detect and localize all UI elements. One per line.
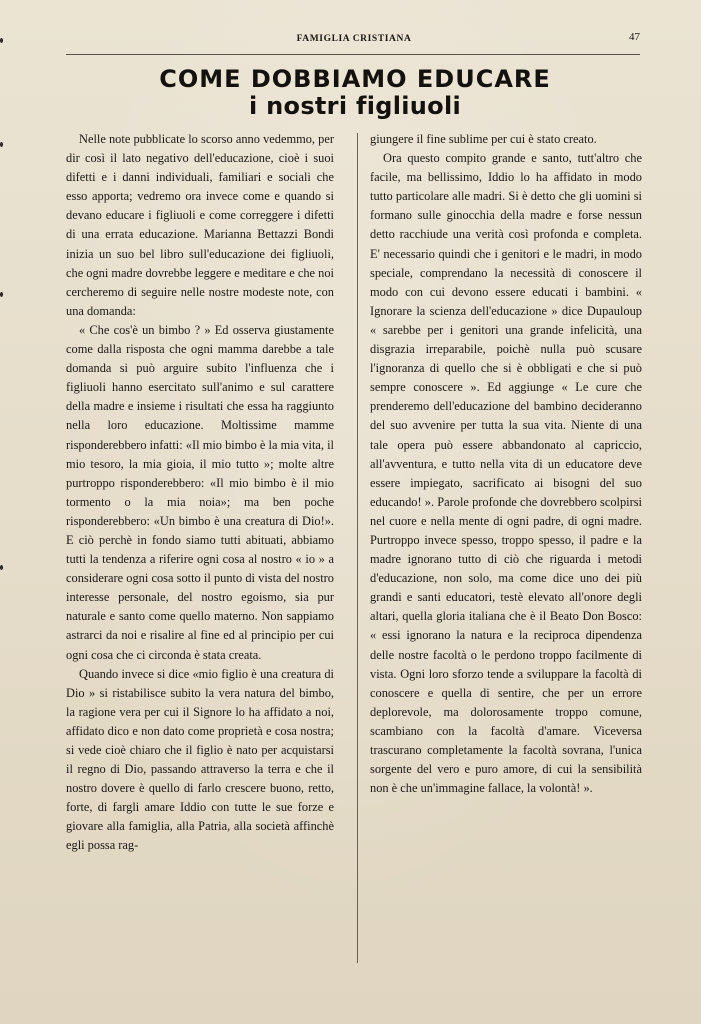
page-number: 47 <box>629 31 640 43</box>
article-title <box>60 66 650 120</box>
binding-hole-mark <box>0 565 3 570</box>
running-title: FAMIGLIA CRISTIANA <box>296 34 412 44</box>
column-divider <box>357 133 358 963</box>
paragraph: giungere il fine sublime per cui è stato creato. <box>370 132 597 146</box>
paragraph: « Che cos'è un bimbo ? » Ed osserva giustamente come dalla risposta che ogni mamma darebbe a tale domanda si può arguire subito l'influenza che i figliuoli hanno esercitato sull'animo e sul carattere della madre e insieme i risultati che essa ha raggiunto nella loro educazione. Moltissime mamme risponderebbero infatti: «Il mio bimbo è la mia vita, il mio tesoro, la mia gioia, il mio tutto »; molte altre purtroppo risponderebbero: «Il mio bimbo è il mio tormento o la mia noia»; ma ben poche risponderebbero: «Un bimbo è una creatura di Dio!». E ciò perchè in fondo siamo tutti abituati, abbiamo tutti la tendenza a riferire ogni cosa al nostro « io » a considerare ogni cosa sotto il punto di vista del nostro interesse personale, del nostro egoismo, sia pur naturale e santo come quello materno. Non sappiamo astrarci da noi e risalire al fine ed al principio per cui ogni cosa che ci circonda è stata creata. <box>66 322 334 662</box>
right-column <box>370 130 642 798</box>
paragraph: Nelle note pubblicate lo scorso anno vedemmo, per dir così il lato negativo dell'educazione, cioè i suoi difetti e i danni individuali, familiari e sociali che esso apporta; vedremo ora invece come e quando si devano educare i figliuoli e come correggere i difetti di una errata educazione. Marianna Bettazzi Bondi inizia un suo bel libro sull'educazione dei figliuoli, che ogni madre dovrebbe leggere e meditare e che noi cercheremo di seguire nelle nostre modeste note, con una domanda: <box>66 132 334 318</box>
binding-hole-mark <box>0 38 3 43</box>
left-column <box>66 130 334 856</box>
paragraph: Quando invece si dice «mio figlio è una creatura di Dio » si ristabilisce subito la vera natura del bimbo, la ragione vera per cui il Signore lo ha affidato a noi, affidato dico e non dato come proprietà e cosa nostra; si vede cioè chiaro che il figlio è nato per acquistarsi il regno di Dio, passando attraverso la terra e che il nostro dovere è quello di farlo crescere buono, retto, forte, di fargli amare Iddio con tutte le sue forze e giovare alla famiglia, alla Patria, alla società affinchè egli possa rag- <box>66 666 334 853</box>
binding-hole-mark <box>0 142 3 147</box>
paragraph: Ora questo compito grande e santo, tutt'altro che facile, ma bellissimo, Iddio lo ha affidato in modo tutto particolare alle madri. Si è detto che gli uomini si formano sulle ginocchia della madre e forse nessun detto racchiude una verità così profonda e completa. E' necessario quindi che i genitori e le madri, in modo speciale, comprendano la necessità di conoscere il modo con cui devono essere educati i bambini. « Ignorare la scienza dell'educazione » dice Dupauloup « sarebbe per i genitori una grande infelicità, una disgrazia irreparabile, poichè nulla può scusare l'ignoranza di quello che si è obbligati e che si può sempre conoscere ». Ed aggiunge « Le cure che prenderemo dell'educazione del bambino decideranno del suo avvenire per tutta la sua vita. Niente di una tale opera può essere abbandonato al capriccio, all'avventura, e tutto nella vita di un educatore deve essere impiegato, sacrificato ai bisogni del suo educando! ». Parole profonde che dovrebbero scolpirsi nel cuore e nella mente di ogni padre, di ogni madre. Purtroppo invece spesso, troppo spesso, il padre e la madre ignorano tutto di ciò che riguarda i metodi d'educazione, non solo, ma come dice uno dei più grandi e santi educatori, testè elevato all'onore degli altari, quella gloria italiana che è il Beato Don Bosco: « essi ignorano la natura e la reciproca dipendenza delle nostre facoltà o le perdono troppo facilmente di vista. Ogni loro sforzo tende a sviluppare la facoltà di conoscere e quella di sentire, che per un errore deplorevole, ma dolorosamente troppo comune, scambiano con la facoltà d'amare. Viceversa trascurano completamente la facoltà sovrana, l'unica sorgente del vero e puro amore, di cui la sensibilità non è che un'immagine fallace, la volontà! ». <box>370 151 642 796</box>
page-header <box>68 31 640 50</box>
binding-hole-mark <box>0 292 3 297</box>
article-title-line-1: COME DOBBIAMO EDUCARE <box>159 65 551 93</box>
article-title-line-2: i nostri figliuoli <box>248 92 462 120</box>
header-rule <box>66 54 640 55</box>
